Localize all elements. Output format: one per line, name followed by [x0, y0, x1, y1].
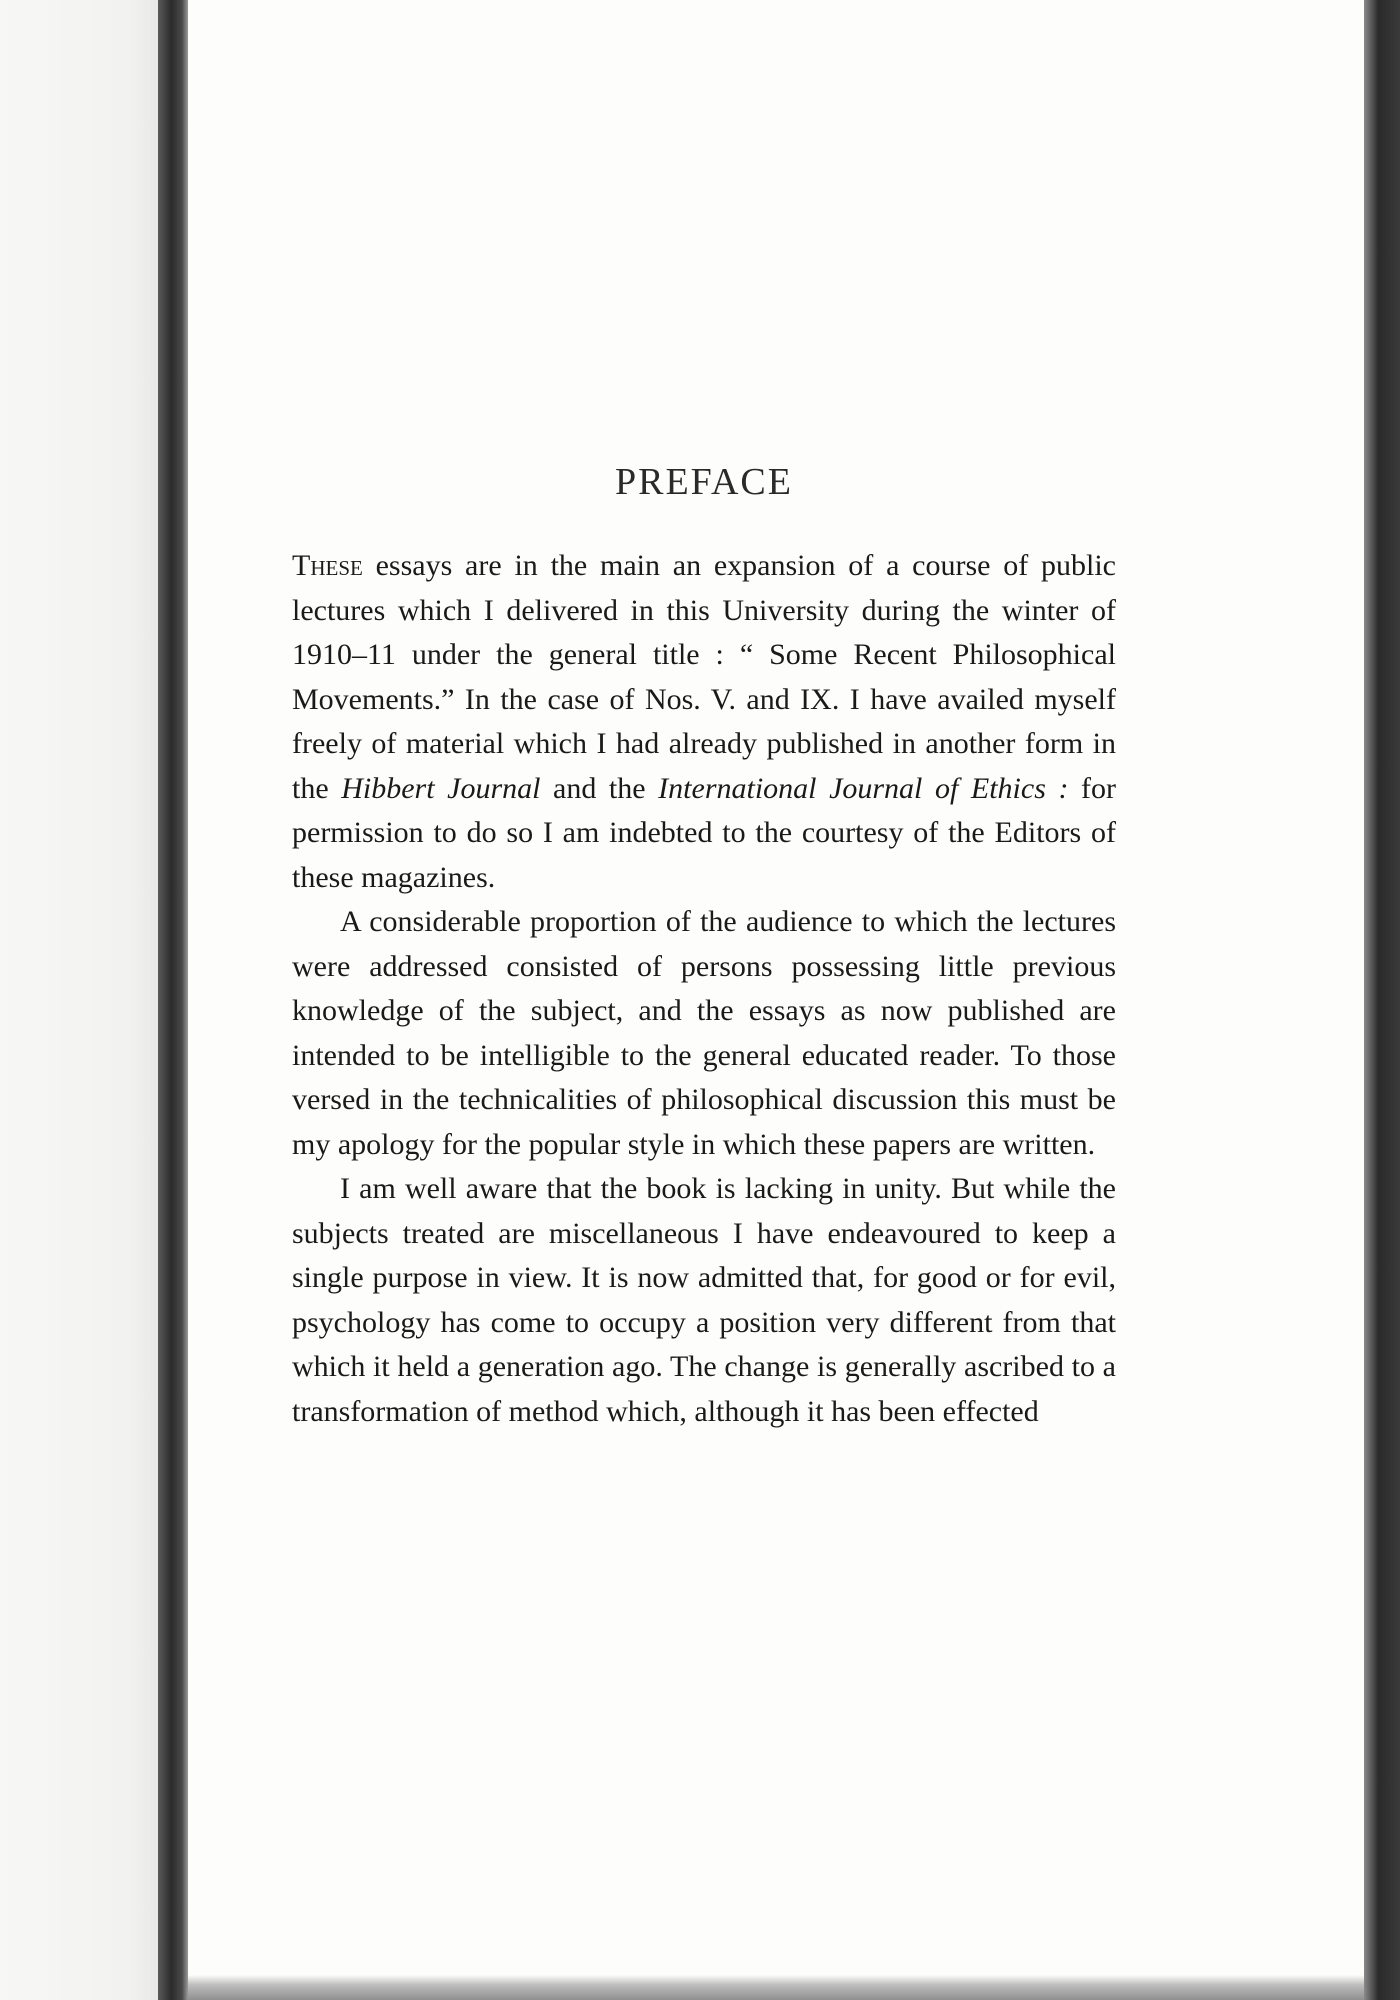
page-edge-bottom	[188, 1975, 1364, 2000]
paragraph-3: I am well aware that the book is lacking in unity. But while the subjects treated are miscellaneous I have endeavoured to keep a single purpose in view. It is now admitted that, for good or for evil, psychology has come to occupy a position very different from that which it held a generation ago. The change is generally ascribed to a transformation of method which, although it has been effected	[292, 1172, 1116, 1428]
book-gutter	[158, 0, 188, 2000]
journal-title-ethics: International Journal of Ethics :	[658, 771, 1069, 805]
paragraph-1-text-2: and the	[540, 771, 659, 805]
paragraph-1-text-3: for permission to do so I am indebted to the courtesy of the Editors of these magazines.	[292, 771, 1116, 894]
left-page-margin	[0, 0, 160, 2000]
paragraph-1-text: essays are in the main an expansion of a course of public lectures which I delivered in this University during the winter of 1910–11 under the general title : “ Some Recent Philosophical Movements.” In the case of Nos. V. and IX. I have availed myself freely of material which I had already published in another form in the	[292, 549, 1116, 805]
paragraph-2: A considerable proportion of the audience to which the lectures were addressed consisted of persons possessing little previous knowledge of the subject, and the essays as now published are intended to be intelligible to the general educated reader. To those versed in the technicalities of philosophical discussion this must be my apology for the popular style in which these papers are written.	[292, 905, 1116, 1161]
paragraph-1-lead-word: These	[292, 549, 363, 582]
preface-text-block	[292, 460, 1116, 1434]
page-title: PREFACE	[614, 461, 793, 503]
paragraph-1	[292, 544, 1116, 900]
page-edge-right	[1364, 0, 1400, 2000]
journal-title-hibbert: Hibbert Journal	[341, 771, 541, 805]
